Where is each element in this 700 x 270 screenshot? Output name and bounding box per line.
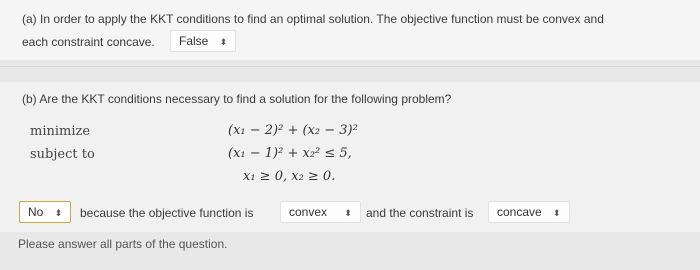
footer-note: Please answer all parts of the question. [18,237,228,251]
objective-type-value: convex [289,205,328,219]
constraint-type-value: concave [497,205,542,219]
separator [0,66,700,67]
question-b-text: (b) Are the KKT conditions necessary to find a solution for the following problem? [22,92,452,106]
part-a-select[interactable] [170,30,236,52]
question-a-line1: (a) In order to apply the KKT conditions to find an optimal solution. The objective function must be convex and [22,12,604,26]
objective-type-select[interactable] [280,201,361,223]
constraint-type-select[interactable] [488,201,570,223]
part-a-select-value: False [179,34,209,48]
question-a-line2: each constraint concave. [22,35,155,49]
part-b-answer-select[interactable] [19,201,71,223]
answer-text-2: and the constraint is [366,206,474,220]
subject-to-label: subject to [30,147,95,162]
question-a [0,0,700,60]
part-b-answer-value: No [28,205,44,219]
minimize-label: minimize [30,124,91,139]
select-arrows-icon: ⬍ [553,208,561,218]
select-arrows-icon: ⬍ [54,208,63,218]
objective-function: (x₁ − 2)² + (x₂ − 3)² [228,123,358,138]
constraint-2: x₁ ≥ 0, x₂ ≥ 0. [243,169,336,184]
answer-text-1: because the objective function is [80,206,254,220]
select-arrows-icon: ⬍ [219,37,228,47]
select-arrows-icon: ⬍ [344,208,352,218]
constraint-1: (x₁ − 1)² + x₂² ≤ 5, [228,146,352,161]
